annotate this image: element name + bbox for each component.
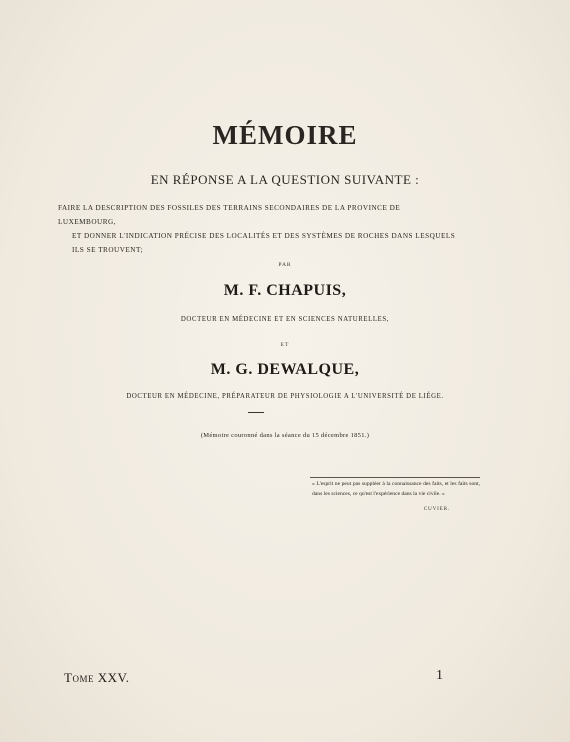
divider-rule	[248, 412, 264, 413]
par-label: PAR	[278, 262, 292, 268]
volume-label	[64, 670, 129, 686]
author-2-name: M. G. DEWALQUE,	[210, 361, 360, 378]
question-line-3: ILS SE TROUVENT;	[72, 246, 143, 254]
et-label: ET	[280, 342, 290, 348]
tome-number: XXV.	[97, 670, 130, 685]
subtitle: EN RÉPONSE A LA QUESTION SUIVANTE :	[150, 172, 420, 187]
award-note: (Mémoire couronné dans la séance du 15 décembre 1851.)	[200, 432, 370, 439]
question-line-1: FAIRE LA DESCRIPTION DES FOSSILES DES TERRAINS SECONDAIRES DE LA PROVINCE DE LUXEMBOURG,	[58, 204, 401, 226]
question-line-2: ET DONNER L'INDICATION PRÉCISE DES LOCALITÉS ET DES SYSTÈMES DE ROCHES DANS LESQUELS	[72, 232, 456, 240]
question-text	[58, 201, 458, 257]
page-number: 1	[436, 668, 443, 683]
epigraph-quote: « L'esprit ne peut pas suppléer à la connaissance des faits, et les faits sont, dans les sciences, ce qu'est l'expérience dans la vie civile. »	[312, 481, 480, 497]
author-1-credentials: DOCTEUR EN MÉDECINE ET EN SCIENCES NATURELLES,	[180, 316, 390, 323]
page-title: MÉMOIRE	[212, 120, 358, 150]
author-2-credentials: DOCTEUR EN MÉDECINE, PRÉPARATEUR DE PHYSIOLOGIE A L'UNIVERSITÉ DE LIÉGE.	[126, 393, 444, 400]
tome-label: Tome	[64, 670, 94, 685]
epigraph-author: CUVIER.	[423, 506, 450, 512]
author-1-name: M. F. CHAPUIS,	[223, 282, 347, 299]
epigraph-rule	[310, 477, 480, 478]
